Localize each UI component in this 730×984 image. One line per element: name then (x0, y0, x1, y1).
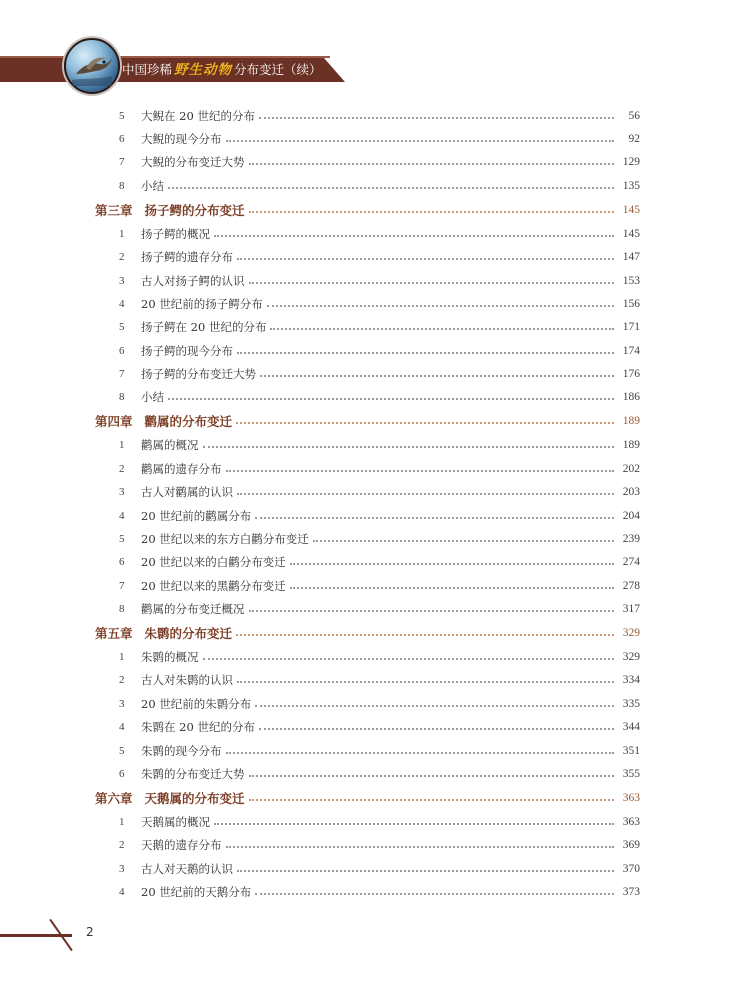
toc-item-row[interactable] (95, 880, 640, 903)
toc-item-row[interactable] (95, 269, 640, 292)
item-number: 5 (119, 744, 125, 757)
toc-item-row[interactable] (95, 551, 640, 574)
dot-leader (214, 234, 614, 237)
chapter-title: 朱鹮的分布变迁 (144, 626, 233, 642)
item-number: 4 (119, 297, 125, 310)
dot-leader (168, 397, 614, 400)
item-title: 20 世纪以来的东方白鹳分布变迁 (141, 531, 309, 546)
toc-item-row[interactable] (95, 527, 640, 550)
dot-leader (255, 892, 614, 895)
item-title: 扬子鳄的分布变迁大势 (141, 367, 256, 382)
toc-item-row[interactable] (95, 692, 640, 715)
toc-chapter-row[interactable] (95, 621, 640, 646)
dot-leader (226, 469, 615, 472)
toc-item-row[interactable] (95, 669, 640, 692)
dot-leader (226, 751, 615, 754)
chapter-title: 扬子鳄的分布变迁 (144, 202, 245, 218)
item-number: 6 (119, 556, 125, 569)
item-number: 7 (119, 579, 125, 592)
table-of-contents (95, 104, 640, 904)
toc-item-row[interactable] (95, 151, 640, 174)
toc-item-row[interactable] (95, 762, 640, 785)
item-number: 7 (119, 156, 125, 169)
item-number: 5 (119, 321, 125, 334)
header-title-emphasis: 野生动物 (174, 62, 233, 78)
chapter-label: 第三章 (95, 202, 133, 218)
toc-item-row[interactable] (95, 834, 640, 857)
item-page-number: 176 (622, 368, 640, 381)
item-title: 鹳属的分布变迁概况 (141, 602, 245, 617)
item-number: 6 (119, 767, 125, 780)
item-title: 朱鹮的概况 (141, 650, 199, 664)
item-title: 大鲵在 20 世纪的分布 (141, 108, 255, 123)
dot-leader (255, 704, 614, 707)
item-title: 扬子鳄的遗存分布 (141, 250, 233, 265)
item-number: 3 (119, 274, 125, 287)
chapter-heading (95, 201, 245, 219)
page-number: 2 (86, 925, 94, 939)
item-title: 古人对扬子鳄的认识 (141, 273, 245, 288)
item-number: 3 (119, 486, 125, 499)
item-number: 1 (119, 439, 125, 452)
dot-leader (249, 281, 615, 284)
item-page-number: 369 (622, 839, 640, 852)
item-number: 1 (119, 227, 125, 240)
dot-leader (249, 210, 614, 213)
toc-item-row[interactable] (95, 316, 640, 339)
item-page-number: 145 (622, 227, 640, 240)
item-number: 2 (119, 251, 125, 264)
toc-item-row[interactable] (95, 597, 640, 620)
chapter-page-number: 329 (622, 627, 640, 640)
item-page-number: 317 (622, 603, 640, 616)
toc-item-row[interactable] (95, 292, 640, 315)
chapter-label: 第六章 (95, 790, 133, 806)
chapter-label: 第四章 (95, 414, 133, 430)
toc-item-row[interactable] (95, 127, 640, 150)
dot-leader (203, 445, 615, 448)
item-page-number: 171 (622, 321, 640, 334)
item-number: 2 (119, 462, 125, 475)
item-page-number: 274 (622, 556, 640, 569)
dot-leader (270, 327, 614, 330)
toc-item-row[interactable] (95, 434, 640, 457)
item-page-number: 56 (628, 109, 640, 122)
item-title: 小结 (141, 390, 164, 405)
toc-item-row[interactable] (95, 174, 640, 197)
item-page-number: 335 (622, 697, 640, 710)
item-title: 小结 (141, 178, 164, 193)
item-page-number: 373 (622, 886, 640, 899)
dot-leader (290, 562, 614, 565)
bird-logo-icon (66, 40, 118, 92)
item-title: 20 世纪以来的黑鹳分布变迁 (141, 578, 286, 593)
item-number: 7 (119, 368, 125, 381)
dot-leader (237, 351, 614, 354)
toc-item-row[interactable] (95, 457, 640, 480)
chapter-title: 天鹅属的分布变迁 (144, 790, 245, 806)
chapter-title: 鹳属的分布变迁 (144, 414, 233, 430)
dot-leader (249, 609, 615, 612)
toc-item-row[interactable] (95, 574, 640, 597)
item-title: 朱鹮在 20 世纪的分布 (141, 720, 255, 735)
item-number: 5 (119, 109, 125, 122)
item-number: 3 (119, 697, 125, 710)
item-title: 鹳属的遗存分布 (141, 461, 222, 476)
item-title: 20 世纪前的扬子鳄分布 (141, 296, 263, 311)
item-page-number: 351 (622, 744, 640, 757)
toc-item-row[interactable] (95, 480, 640, 503)
toc-item-row[interactable] (95, 339, 640, 362)
dot-leader (267, 304, 614, 307)
dot-leader (290, 586, 614, 589)
dot-leader (168, 186, 614, 189)
item-page-number: 189 (622, 439, 640, 452)
item-title: 朱鹮的现今分布 (141, 743, 222, 758)
item-page-number: 355 (622, 767, 640, 780)
item-page-number: 329 (622, 651, 640, 663)
item-title: 大鲵的分布变迁大势 (141, 155, 245, 170)
chapter-page-number: 363 (622, 791, 640, 804)
item-number: 2 (119, 839, 125, 852)
item-number: 8 (119, 603, 125, 616)
item-number: 6 (119, 133, 125, 146)
item-page-number: 92 (628, 133, 640, 146)
chapter-heading (95, 624, 232, 642)
dot-leader (260, 374, 614, 377)
dot-leader (226, 845, 615, 848)
dot-leader (259, 727, 614, 730)
chapter-page-number: 189 (622, 415, 640, 428)
chapter-page-number: 145 (622, 203, 640, 216)
dot-leader (249, 774, 615, 777)
dot-leader (203, 657, 615, 660)
toc-chapter-row[interactable] (95, 409, 640, 434)
item-title: 扬子鳄在 20 世纪的分布 (141, 320, 267, 335)
item-title: 古人对鹳属的认识 (141, 485, 233, 500)
dot-leader (249, 162, 615, 165)
toc-item-row[interactable] (95, 245, 640, 268)
item-title: 20 世纪前的朱鹮分布 (141, 696, 252, 711)
toc-item-row[interactable] (95, 362, 640, 385)
item-title: 20 世纪以来的白鹳分布变迁 (141, 555, 286, 570)
dot-leader (237, 680, 614, 683)
toc-chapter-row[interactable] (95, 786, 640, 811)
item-title: 大鲵的现今分布 (141, 132, 222, 147)
toc-item-row[interactable] (95, 104, 640, 127)
item-title: 朱鹮的分布变迁大势 (141, 766, 245, 781)
header-title (122, 58, 322, 82)
item-number: 4 (119, 509, 125, 522)
dot-leader (237, 492, 614, 495)
header-title-post: 分布变迁（续） (234, 62, 322, 77)
item-title: 古人对朱鹮的认识 (141, 673, 233, 688)
logo (64, 38, 120, 94)
item-title: 古人对天鹅的认识 (141, 861, 233, 876)
item-page-number: 278 (622, 579, 640, 592)
item-page-number: 363 (622, 815, 640, 828)
item-number: 3 (119, 862, 125, 875)
item-number: 8 (119, 179, 125, 192)
item-number: 6 (119, 344, 125, 357)
toc-item-row[interactable] (95, 857, 640, 880)
header-title-pre: 中国珍稀 (122, 62, 173, 77)
item-title: 天鹅的遗存分布 (141, 838, 222, 853)
dot-leader (214, 822, 614, 825)
item-number: 1 (119, 651, 125, 663)
item-page-number: 203 (622, 486, 640, 499)
dot-leader (313, 539, 614, 542)
item-title: 扬子鳄的现今分布 (141, 343, 233, 358)
item-page-number: 174 (622, 344, 640, 357)
dot-leader (249, 798, 614, 801)
chapter-heading (95, 789, 245, 807)
toc-item-row[interactable] (95, 715, 640, 738)
chapter-heading (95, 412, 232, 430)
item-number: 5 (119, 532, 125, 545)
dot-leader (237, 257, 614, 260)
toc-item-row[interactable] (95, 810, 640, 833)
dot-leader (237, 869, 614, 872)
item-page-number: 156 (622, 297, 640, 310)
item-page-number: 186 (622, 391, 640, 404)
item-number: 4 (119, 721, 125, 734)
item-number: 8 (119, 391, 125, 404)
toc-item-row[interactable] (95, 739, 640, 762)
dot-leader (236, 633, 614, 636)
item-number: 2 (119, 674, 125, 687)
item-title: 天鹅属的概况 (141, 814, 210, 829)
item-page-number: 135 (622, 179, 640, 192)
item-number: 1 (119, 815, 125, 828)
item-title: 鹳属的概况 (141, 438, 199, 453)
dot-leader (236, 421, 614, 424)
item-title: 扬子鳄的概况 (141, 226, 210, 241)
chapter-label: 第五章 (95, 626, 133, 642)
toc-item-row[interactable] (95, 386, 640, 409)
dot-leader (259, 116, 614, 119)
item-page-number: 344 (622, 721, 640, 734)
toc-item-row[interactable] (95, 504, 640, 527)
toc-item-row[interactable] (95, 222, 640, 245)
item-page-number: 153 (622, 274, 640, 287)
dot-leader (255, 516, 614, 519)
item-number: 4 (119, 886, 125, 899)
item-page-number: 147 (622, 251, 640, 264)
item-title: 20 世纪前的鹳属分布 (141, 508, 252, 523)
toc-chapter-row[interactable] (95, 198, 640, 223)
item-page-number: 202 (622, 462, 640, 475)
item-page-number: 334 (622, 674, 640, 687)
item-title: 20 世纪前的天鹅分布 (141, 885, 252, 900)
item-page-number: 370 (622, 862, 640, 875)
item-page-number: 204 (622, 509, 640, 522)
item-page-number: 239 (622, 532, 640, 545)
toc-item-row[interactable] (95, 645, 640, 668)
dot-leader (226, 139, 615, 142)
item-page-number: 129 (622, 156, 640, 169)
